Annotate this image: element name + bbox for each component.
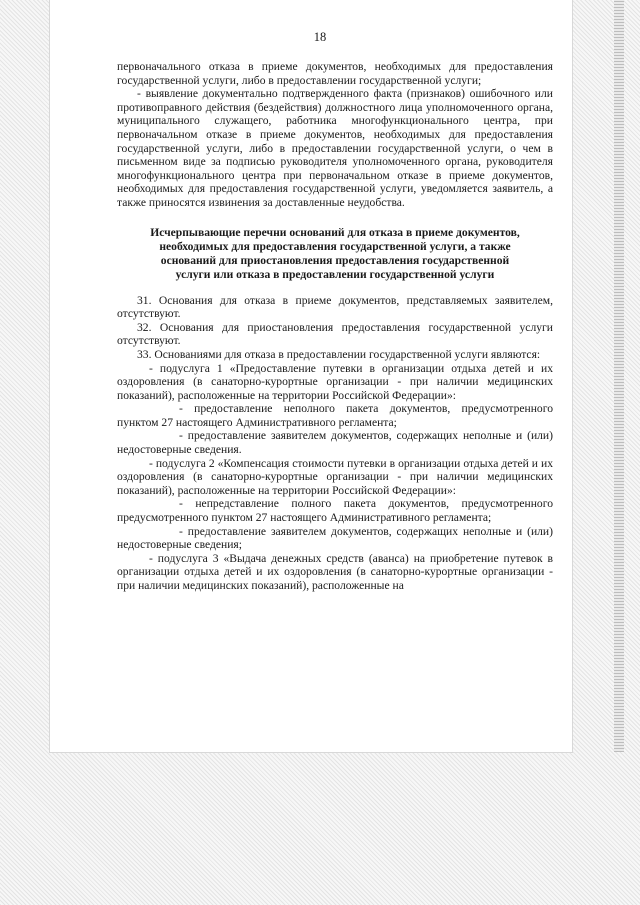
paragraph-continuation: первоначального отказа в приеме документов, необходимых для предоставления государственной услуги, либо в предоставлении государственной услуги;: [117, 60, 553, 87]
subservice-1-reason-a: - предоставление неполного пакета документов, предусмотренного пунктом 27 настоящего Административного регламента;: [117, 402, 553, 429]
paragraph-violation-fact: - выявление документально подтвержденного факта (признаков) ошибочного или противоправного действия (бездействия) должностного лица уполномоченного органа, муниципального служащего, работника многофункционального центра, при первоначальном отказе в приеме документов, необходимых для предоставления государственной услуги, либо в предоставлении государственной услуги, о чем в письменном виде за подписью руководителя уполномоченного органа, руководителя многофункционального центра при первоначальном отказе в приеме документов, необходимых для предоставления государственной услуги, уведомляется заявитель, а также приносятся извинения за доставленные неудобства.: [117, 87, 553, 209]
page-number: 18: [313, 30, 327, 44]
paragraph-32: 32. Основания для приостановления предоставления государственной услуги отсутствуют.: [117, 320, 553, 348]
subservice-1-reason-b: - предоставление заявителем документов, содержащих неполные и (или) недостоверные сведения.: [117, 429, 553, 457]
paragraph-33: 33. Основаниями для отказа в предоставлении государственной услуги являются:: [137, 347, 541, 361]
document-body: [117, 60, 553, 593]
paragraph-31: 31. Основания для отказа в приеме документов, представляемых заявителем, отсутствуют.: [117, 293, 553, 321]
subservice-2: - подуслуга 2 «Компенсация стоимости путевки в организации отдыха детей и их оздоровления (в санаторно-курортные организации - при наличии медицинских показаний), расположенные на территории Российской Федерации»:: [117, 456, 553, 497]
subservice-3: - подуслуга 3 «Выдача денежных средств (аванса) на приобретение путевок в организации отдыха детей и их оздоровления (в санаторно-курортные организации - при наличии медицинских показаний), расположенные на: [117, 551, 553, 592]
subservice-1: - подуслуга 1 «Предоставление путевки в организации отдыха детей и их оздоровления (в санаторно-курортные организации - при наличии медицинских показаний), расположенные на территории Российской Федерации»:: [117, 361, 553, 402]
section-heading: Исчерпывающие перечни оснований для отказа в приеме документов, необходимых для предоставления государственной услуги, а также оснований для приостановления предоставления государственной услуги или отказа в предоставлении государственной услуги: [150, 225, 520, 281]
subservice-2-reason-b: - предоставление заявителем документов, содержащих неполные и (или) недостоверные сведения;: [117, 524, 553, 552]
scan-page-edge: [614, 0, 624, 752]
subservice-2-reason-a: - непредставление полного пакета документов, предусмотренного предусмотренного пунктом 27 настоящего Административного регламента;: [117, 497, 553, 525]
